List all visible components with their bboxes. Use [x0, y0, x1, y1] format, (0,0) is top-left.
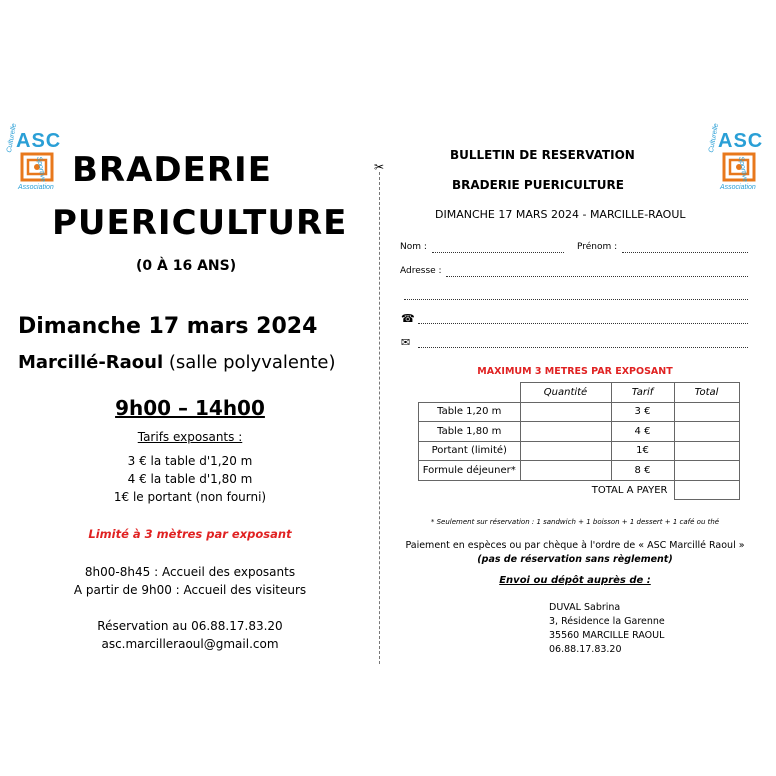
- poster-town: Marcillé-Raoul: [18, 352, 164, 373]
- poster-place: [18, 352, 336, 373]
- table-header-quantite: Quantité: [520, 383, 611, 403]
- scissor-icon: ✂: [374, 160, 385, 174]
- asc-logo-right: [708, 122, 768, 196]
- logo-culture-text: Culturelle: [6, 122, 19, 154]
- form-subtitle-event: BRADERIE PUERICULTURE: [452, 178, 624, 192]
- table-row: [419, 422, 740, 442]
- prenom-label: Prénom :: [577, 242, 618, 252]
- price-cell: 4 €: [611, 422, 674, 442]
- poster-hours: 9h00 – 14h00: [115, 396, 265, 420]
- limit-notice: Limité à 3 mètres par exposant: [88, 527, 292, 541]
- table-header-total: Total: [674, 383, 739, 403]
- poster-venue: (salle polyvalente): [163, 352, 336, 373]
- total-cell[interactable]: [674, 422, 739, 442]
- row-label: Formule déjeuner*: [419, 461, 521, 481]
- logo-asc-text: ASC: [718, 130, 764, 152]
- logo-asc-text: ASC: [16, 130, 62, 152]
- reservation-phone: Réservation au 06.88.17.83.20: [97, 619, 283, 633]
- tarifs-heading: Tarifs exposants :: [137, 430, 243, 444]
- quantity-cell[interactable]: [520, 422, 611, 442]
- address-city: 35560 MARCILLE RAOUL: [549, 630, 665, 641]
- total-cell[interactable]: [674, 461, 739, 481]
- form-title: BULLETIN DE RESERVATION: [450, 148, 635, 162]
- max-notice: MAXIMUM 3 METRES PAR EXPOSANT: [477, 366, 673, 377]
- row-label: Table 1,20 m: [419, 402, 521, 422]
- total-label: TOTAL A PAYER: [591, 484, 668, 496]
- lunch-footnote: * Seulement sur réservation : 1 sandwich + 1 boisson + 1 dessert + 1 café ou thé: [430, 518, 720, 526]
- nom-label: Nom :: [400, 242, 427, 252]
- logo-sportive-text: Sportive: [737, 156, 749, 183]
- address-name: DUVAL Sabrina: [549, 602, 621, 613]
- table-header-blank: [419, 383, 521, 403]
- logo-association-text: Association: [720, 184, 756, 191]
- quantity-cell[interactable]: [520, 441, 611, 461]
- payment-info: Paiement en espèces ou par chèque à l'ordre de « ASC Marcillé Raoul »: [405, 540, 745, 551]
- poster-date: Dimanche 17 mars 2024: [18, 314, 318, 339]
- price-cell: 3 €: [611, 402, 674, 422]
- row-label: Portant (limité): [419, 441, 521, 461]
- send-heading: Envoi ou dépôt auprès de :: [499, 575, 651, 586]
- contact-email: asc.marcilleraoul@gmail.com: [101, 637, 279, 651]
- phone-field[interactable]: [418, 323, 748, 324]
- logo-association-text: Association: [18, 184, 54, 191]
- address-phone: 06.88.17.83.20: [549, 644, 622, 655]
- asc-logo-left: [6, 122, 66, 196]
- total-row: [419, 480, 740, 500]
- tarif-line: 3 € la table d'1,20 m: [127, 454, 253, 468]
- phone-icon: ☎: [401, 312, 415, 325]
- mail-icon: ✉: [401, 336, 411, 349]
- row-label: Table 1,80 m: [419, 422, 521, 442]
- adresse-label: Adresse :: [400, 266, 442, 276]
- price-cell: 8 €: [611, 461, 674, 481]
- logo-sportive-text: Sportive: [35, 156, 47, 183]
- grand-total-cell[interactable]: [674, 480, 739, 500]
- table-row: [419, 402, 740, 422]
- email-field[interactable]: [418, 347, 748, 348]
- prenom-field[interactable]: [622, 252, 748, 253]
- welcome-exposants: 8h00-8h45 : Accueil des exposants: [84, 565, 296, 579]
- adresse-field[interactable]: [446, 276, 748, 277]
- price-cell: 1€: [611, 441, 674, 461]
- nom-field[interactable]: [432, 252, 564, 253]
- table-row: [419, 441, 740, 461]
- total-cell[interactable]: [674, 402, 739, 422]
- cut-line: [379, 172, 380, 664]
- payment-note: (pas de réservation sans règlement): [477, 554, 673, 565]
- quantity-cell[interactable]: [520, 461, 611, 481]
- total-cell[interactable]: [674, 441, 739, 461]
- table-header-row: [419, 383, 740, 403]
- table-header-tarif: Tarif: [611, 383, 674, 403]
- tarif-line: 4 € la table d'1,80 m: [127, 472, 253, 486]
- poster-age: (0 À 16 ANS): [136, 258, 237, 274]
- table-row: [419, 461, 740, 481]
- poster-title-line1: BRADERIE: [72, 150, 272, 190]
- tarif-table: [418, 382, 740, 500]
- welcome-visiteurs: A partir de 9h00 : Accueil des visiteurs: [73, 583, 307, 597]
- address-street: 3, Résidence la Garenne: [549, 616, 665, 627]
- poster-title-line2: PUERICULTURE: [52, 203, 348, 243]
- logo-culture-text: Culturelle: [708, 122, 721, 154]
- form-date-place: DIMANCHE 17 MARS 2024 - MARCILLE-RAOUL: [435, 208, 686, 221]
- adresse-field-line2[interactable]: [404, 299, 748, 300]
- quantity-cell[interactable]: [520, 402, 611, 422]
- tarif-line: 1€ le portant (non fourni): [113, 490, 267, 504]
